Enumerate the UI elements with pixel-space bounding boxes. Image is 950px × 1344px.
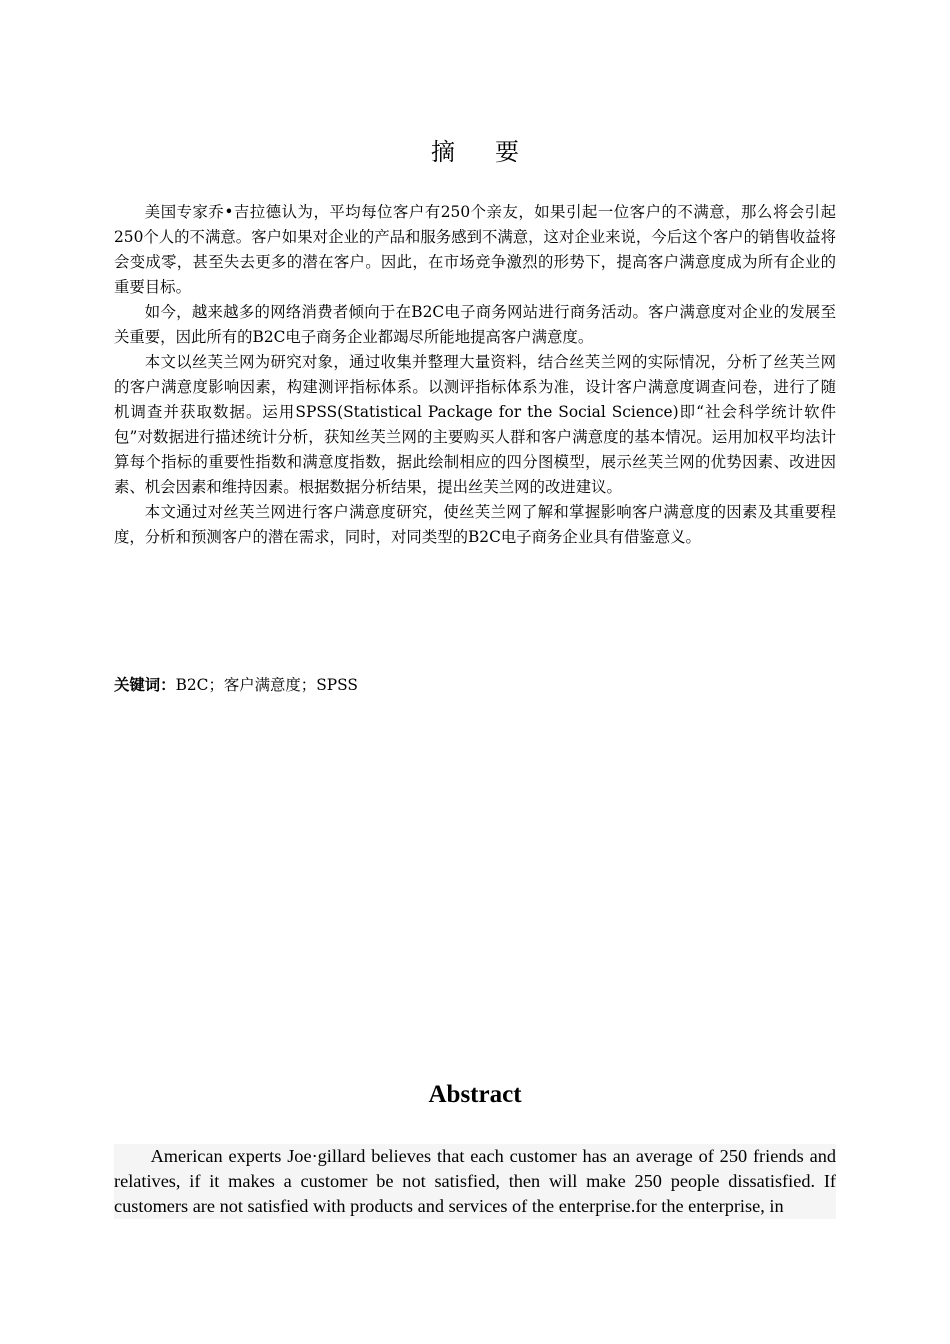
chinese-paragraph-1: 美国专家乔•吉拉德认为，平均每位客户有250个亲友，如果引起一位客户的不满意，那么将会引起250个人的不满意。客户如果对企业的产品和服务感到不满意，这对企业来说，今后这个客户的销售收益将会变成零，甚至失去更多的潜在客户。因此，在市场竞争激烈的形势下，提高客户满意度成为所有企业的重要目标。 [114, 203, 836, 296]
keywords-value: B2C；客户满意度；SPSS [175, 676, 358, 694]
chinese-abstract-body [114, 200, 836, 550]
keywords-line [114, 673, 836, 698]
chinese-paragraph-2: 如今，越来越多的网络消费者倾向于在B2C电子商务网站进行商务活动。客户满意度对企业的发展至关重要，因此所有的B2C电子商务企业都竭尽所能地提高客户满意度。 [114, 303, 836, 346]
english-abstract-title: Abstract [428, 1081, 522, 1108]
chinese-paragraph-4: 本文通过对丝芙兰网进行客户满意度研究，使丝芙兰网了解和掌握影响客户满意度的因素及其重要程度，分析和预测客户的潜在需求，同时，对同类型的B2C电子商务企业具有借鉴意义。 [114, 503, 836, 546]
chinese-abstract-title: 摘要 [431, 138, 559, 166]
english-paragraph-1: American experts Joe·gillard believes that each customer has an average of 250 friends and relatives, if it makes a customer be not satisfied, then will make 250 people dissatisfied. If customers are not satisfied with products and services of the enterprise.for the enterprise, in [114, 1146, 836, 1216]
english-abstract-body [114, 1144, 836, 1219]
chinese-paragraph-3: 本文以丝芙兰网为研究对象，通过收集并整理大量资料，结合丝芙兰网的实际情况，分析了丝芙兰网的客户满意度影响因素，构建测评指标体系。以测评指标体系为准，设计客户满意度调查问卷，进行了随机调查并获取数据。运用SPSS(Statistical Package for the Social Science)即“社会科学统计软件包”对数据进行描述统计分析，获知丝芙兰网的主要购买人群和客户满意度的基本情况。运用加权平均法计算每个指标的重要性指数和满意度指数，据此绘制相应的四分图模型，展示丝芙兰网的优势因素、改进因素、机会因素和维持因素。根据数据分析结果，提出丝芙兰网的改进建议。 [114, 353, 836, 496]
keywords-label: 关键词： [114, 676, 176, 694]
